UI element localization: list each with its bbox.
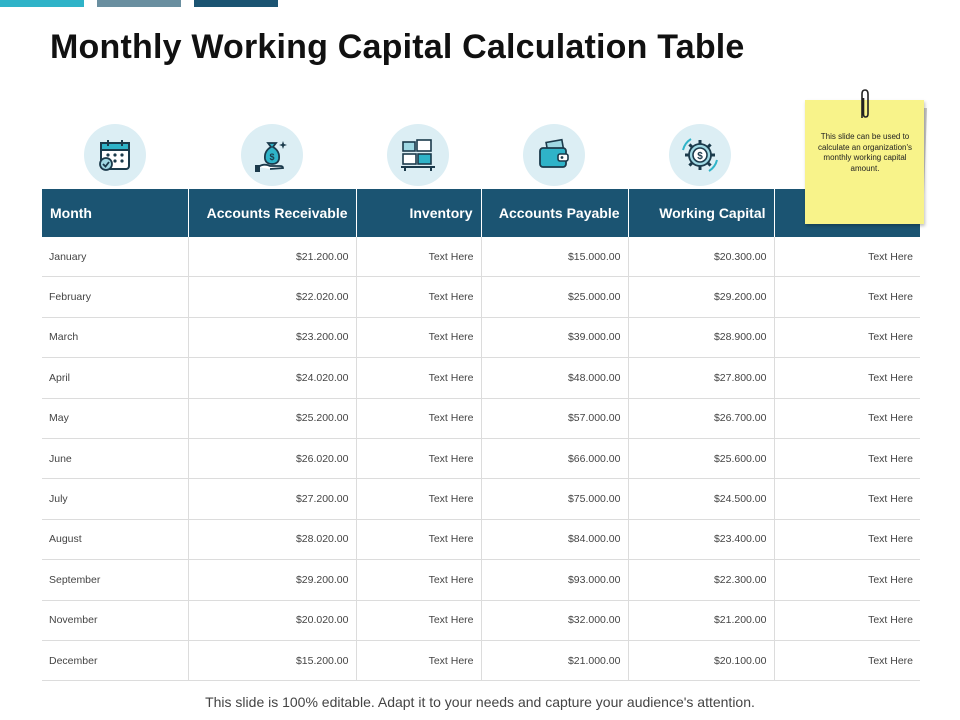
cell-extra: Text Here <box>774 438 920 478</box>
table-row <box>42 398 920 438</box>
accent-bar-1 <box>0 0 84 7</box>
cell-month: April <box>42 358 188 398</box>
cell-extra: Text Here <box>774 317 920 357</box>
header-inventory: Inventory <box>356 189 481 237</box>
cell-accounts-payable: $32.000.00 <box>481 600 628 640</box>
cell-accounts-payable: $66.000.00 <box>481 438 628 478</box>
working-capital-table <box>42 189 920 681</box>
table-row <box>42 358 920 398</box>
sticky-note-text: This slide can be used to calculate an organization's monthly working capital amount. <box>817 132 913 173</box>
svg-text:$: $ <box>269 152 275 162</box>
table-row <box>42 237 920 277</box>
cell-inventory: Text Here <box>356 277 481 317</box>
cell-month: June <box>42 438 188 478</box>
wallet-icon <box>523 124 585 186</box>
cell-accounts-receivable: $23.200.00 <box>188 317 356 357</box>
cell-extra: Text Here <box>774 277 920 317</box>
cell-inventory: Text Here <box>356 358 481 398</box>
table-row <box>42 317 920 357</box>
table-row <box>42 438 920 478</box>
cell-inventory: Text Here <box>356 479 481 519</box>
cell-inventory: Text Here <box>356 600 481 640</box>
cell-accounts-payable: $25.000.00 <box>481 277 628 317</box>
table-row <box>42 479 920 519</box>
svg-text:$: $ <box>697 151 703 162</box>
header-accounts-payable: Accounts Payable <box>481 189 628 237</box>
header-month: Month <box>42 189 188 237</box>
cell-month: December <box>42 640 188 680</box>
cell-accounts-receivable: $28.020.00 <box>188 519 356 559</box>
cell-extra: Text Here <box>774 600 920 640</box>
cell-accounts-payable: $48.000.00 <box>481 358 628 398</box>
cell-accounts-payable: $39.000.00 <box>481 317 628 357</box>
cell-inventory: Text Here <box>356 317 481 357</box>
cell-extra: Text Here <box>774 519 920 559</box>
money-bag-hand-icon <box>241 124 303 186</box>
cell-month: January <box>42 237 188 277</box>
cell-inventory: Text Here <box>356 519 481 559</box>
cell-extra: Text Here <box>774 358 920 398</box>
table-row <box>42 640 920 680</box>
cell-accounts-payable: $57.000.00 <box>481 398 628 438</box>
cell-month: November <box>42 600 188 640</box>
cell-accounts-receivable: $22.020.00 <box>188 277 356 317</box>
gear-dollar-icon <box>669 124 731 186</box>
inventory-boxes-icon <box>387 124 449 186</box>
cell-working-capital: $24.500.00 <box>628 479 774 519</box>
cell-working-capital: $29.200.00 <box>628 277 774 317</box>
cell-extra: Text Here <box>774 640 920 680</box>
cell-extra: Text Here <box>774 479 920 519</box>
cell-month: March <box>42 317 188 357</box>
cell-inventory: Text Here <box>356 560 481 600</box>
cell-accounts-receivable: $29.200.00 <box>188 560 356 600</box>
cell-working-capital: $20.100.00 <box>628 640 774 680</box>
cell-accounts-receivable: $27.200.00 <box>188 479 356 519</box>
cell-working-capital: $27.800.00 <box>628 358 774 398</box>
sticky-note <box>805 100 925 226</box>
cell-month: February <box>42 277 188 317</box>
table-row <box>42 519 920 559</box>
footer-text: This slide is 100% editable. Adapt it to your needs and capture your audience's attention. <box>205 694 755 710</box>
cell-month: May <box>42 398 188 438</box>
cell-extra: Text Here <box>774 560 920 600</box>
cell-accounts-payable: $21.000.00 <box>481 640 628 680</box>
cell-inventory: Text Here <box>356 237 481 277</box>
accent-bar-3 <box>194 0 278 7</box>
page-title: Monthly Working Capital Calculation Table <box>50 28 745 66</box>
table-row <box>42 600 920 640</box>
cell-accounts-receivable: $21.200.00 <box>188 237 356 277</box>
cell-working-capital: $28.900.00 <box>628 317 774 357</box>
cell-month: September <box>42 560 188 600</box>
icon-row <box>42 124 920 186</box>
cell-working-capital: $21.200.00 <box>628 600 774 640</box>
cell-accounts-receivable: $25.200.00 <box>188 398 356 438</box>
cell-accounts-payable: $75.000.00 <box>481 479 628 519</box>
cell-accounts-payable: $93.000.00 <box>481 560 628 600</box>
table-header-row <box>42 189 920 237</box>
cell-accounts-receivable: $15.200.00 <box>188 640 356 680</box>
table-row <box>42 277 920 317</box>
table-row <box>42 560 920 600</box>
cell-inventory: Text Here <box>356 398 481 438</box>
paperclip-icon <box>857 88 873 122</box>
cell-month: July <box>42 479 188 519</box>
cell-accounts-payable: $15.000.00 <box>481 237 628 277</box>
cell-working-capital: $22.300.00 <box>628 560 774 600</box>
cell-inventory: Text Here <box>356 438 481 478</box>
cell-extra: Text Here <box>774 398 920 438</box>
cell-accounts-receivable: $24.020.00 <box>188 358 356 398</box>
cell-inventory: Text Here <box>356 640 481 680</box>
table-body <box>42 237 920 681</box>
cell-working-capital: $25.600.00 <box>628 438 774 478</box>
header-accounts-receivable: Accounts Receivable <box>188 189 356 237</box>
cell-accounts-receivable: $26.020.00 <box>188 438 356 478</box>
cell-extra: Text Here <box>774 237 920 277</box>
cell-month: August <box>42 519 188 559</box>
cell-working-capital: $20.300.00 <box>628 237 774 277</box>
cell-working-capital: $26.700.00 <box>628 398 774 438</box>
cell-accounts-receivable: $20.020.00 <box>188 600 356 640</box>
header-working-capital: Working Capital <box>628 189 774 237</box>
accent-bar-2 <box>97 0 181 7</box>
cell-accounts-payable: $84.000.00 <box>481 519 628 559</box>
calendar-icon <box>84 124 146 186</box>
cell-working-capital: $23.400.00 <box>628 519 774 559</box>
